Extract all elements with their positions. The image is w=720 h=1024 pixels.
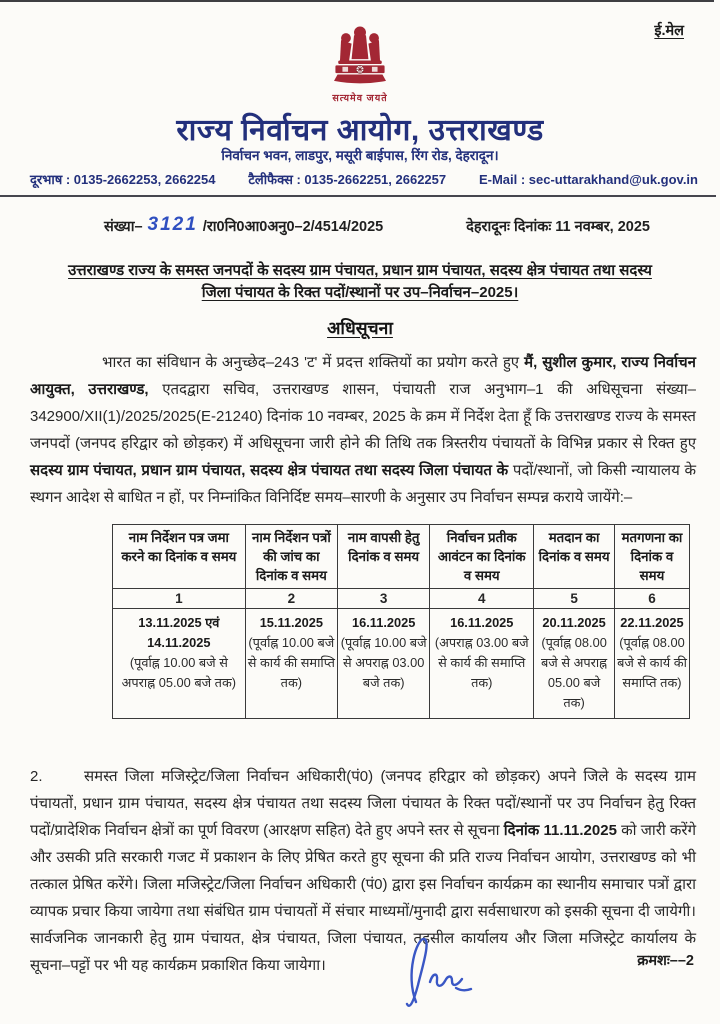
email-corner-label: ई.मेल — [654, 23, 684, 39]
telefax-numbers: टैलीफैक्स : 0135-2662251, 2662257 — [248, 172, 447, 187]
scan-edge-line — [0, 0, 714, 2]
schedule-date: 20.11.2025 — [542, 615, 606, 630]
signature-scribble-icon — [392, 928, 502, 1021]
contact-row — [30, 170, 698, 188]
col-header-scrutiny: नाम निर्देशन पत्रों की जांच का दिनांक व समय — [245, 525, 337, 589]
subject-line: उत्तराखण्ड राज्य के समस्त जनपदों के सदस्य ग्राम पंचायत, प्रधान ग्राम पंचायत, सदस्य क्षेत्र पंचायत तथा सदस्य जिला पंचायत के रिक्त पदों/स्थानों पर उप–निर्वाचन–2025। — [68, 262, 652, 301]
organization-title: राज्य निर्वाचन आयोग, उत्तराखण्ड — [176, 114, 544, 147]
table-number-row — [113, 589, 690, 609]
schedule-date: 15.11.2025 — [259, 615, 324, 630]
paragraph-2 — [30, 763, 696, 979]
schedule-cell-counting — [614, 609, 689, 719]
election-schedule-table-wrap — [112, 524, 690, 719]
schedule-time: (पूर्वाह्न 08.00 बजे से कार्य की समाप्ति तक) — [617, 635, 687, 690]
schedule-time: (पूर्वाह्न 08.00 बजे से अपराह्न 05.00 बजे तक) — [541, 635, 608, 710]
organization-address: निर्वाचन भवन, लाडपुर, मसूरी बाईपास, रिंग रोड, देहरादून। — [221, 148, 499, 163]
schedule-date: 16.11.2025 — [450, 615, 514, 630]
reference-number-suffix: /रा0नि0आ0अनु0–2/4514/2025 — [202, 219, 384, 235]
table-schedule-row — [113, 609, 690, 719]
col-header-counting: मतगणना का दिनांक व समय — [614, 525, 689, 589]
col-number-4: 4 — [430, 589, 534, 609]
col-header-polling: मतदान का दिनांक व समय — [534, 525, 615, 589]
header-divider — [0, 195, 716, 197]
reference-row — [104, 215, 650, 237]
ashoka-lion-capital-icon — [300, 24, 420, 90]
col-header-symbol-allotment: निर्वाचन प्रतीक आवंटन का दिनांक व समय — [430, 525, 534, 589]
schedule-date: 13.11.2025 एवं 14.11.2025 — [138, 615, 220, 650]
col-number-6: 6 — [614, 589, 689, 609]
handwritten-number: 3121 — [147, 214, 198, 235]
col-number-5: 5 — [534, 589, 615, 609]
col-header-withdrawal: नाम वापसी हेतु दिनांक व समय — [338, 525, 430, 589]
place-and-date: देहरादूनः दिनांकः 11 नवम्बर, 2025 — [466, 219, 650, 235]
phone-numbers: दूरभाष : 0135-2662253, 2662254 — [30, 172, 216, 187]
table-header-row — [113, 525, 690, 589]
schedule-time: (अपराह्न 03.00 बजे से कार्य की समाप्ति तक) — [434, 635, 529, 690]
continuation-marker: क्रमशः––2 — [637, 953, 694, 969]
schedule-time: (पूर्वाह्न 10.00 बजे से अपराह्न 03.00 बजे तक) — [340, 635, 427, 690]
para2-bold-date: दिनांक 11.11.2025 — [503, 822, 617, 839]
schedule-cell-polling — [534, 609, 615, 719]
paragraph-1 — [30, 349, 696, 511]
election-schedule-table — [112, 524, 690, 719]
para2-number: 2. — [30, 768, 43, 785]
para1-text-2: एतदद्वारा सचिव, उत्तराखण्ड शासन, पंचायती राज अनुभाग–1 की अधिसूचना संख्या–342900/XII(1)/2025/2025(E-21240) दिनांक 10 नवम्बर, 2025 के क्रम में निर्देश देता हूँ कि उत्तराखण्ड राज्य के समस्त जनपदों (जनपद हरिद्वार को छोड़कर) में अधिसूचना जारी होने की तिथि तक त्रिस्तरीय पंचायतों के विभिन्न प्रकार से रिक्त हुए — [30, 381, 696, 452]
emblem-motto: सत्यमेव जयते — [332, 93, 388, 104]
schedule-cell-symbol — [430, 609, 534, 719]
para1-bold-commissioner: मैं, सुशील कुमार, राज्य निर्वाचन आयुक्त, उत्तराखण्ड, — [30, 354, 696, 398]
email-address: E-Mail : sec-uttarakhand@uk.gov.in — [478, 172, 698, 187]
para2-text-2: को जारी करेंगे और उसकी प्रति सरकारी गजट में प्रकाशन के लिए प्रेषित करते हुए सूचना की प्रति राज्य निर्वाचन आयोग, उत्तराखण्ड को भी तत्काल प्रेषित करेंगे। जिला मजिस्ट्रेट/जिला निर्वाचन अधिकारी (पं0) द्वारा इस निर्वाचन कार्यक्रम का स्थानीय समाचार पत्रों द्वारा व्यापक प्रचार किया जायेगा तथा संबंधित ग्राम पंचायतों में संचार माध्यमों/मुनादी द्वारा सर्वसाधारण को इसकी सूचना दी जायेगी। सार्वजनिक जानकारी हेतु ग्राम पंचायत, क्षेत्र पंचायत, जिला पंचायत, तहसील कार्यालय और जिला मजिस्ट्रेट कार्यालय के सूचना–पट्टों पर भी यह कार्यक्रम प्रकाशित किया जायेगा। — [30, 822, 697, 974]
col-header-nomination-submit: नाम निर्देशन पत्र जमा करने का दिनांक व समय — [113, 525, 246, 589]
schedule-time: (पूर्वाह्न 10.00 बजे से अपराह्न 05.00 बजे तक) — [121, 655, 237, 690]
schedule-cell-withdrawal — [338, 609, 430, 719]
para2-text: समस्त जिला मजिस्ट्रेट/जिला निर्वाचन अधिकारी(पं0) (जनपद हरिद्वार को छोड़कर) अपने जिले के सदस्य ग्राम पंचायतों, प्रधान ग्राम पंचायत, सदस्य क्षेत्र पंचायत तथा सदस्य जिला पंचायत के रिक्त पदों/स्थानों पर उप निर्वाचन हेतु रिक्त पदों/प्रादेशिक निर्वाचन क्षेत्रों का पूर्ण विवरण (आरक्षण सहित) देते हुए अपने स्तर से सूचना — [30, 768, 696, 839]
col-number-2: 2 — [245, 589, 337, 609]
schedule-date: 22.11.2025 — [620, 615, 684, 630]
para1-text: भारत का संविधान के अनुच्छेद–243 'ट' में प्रदत्त शक्तियों का प्रयोग करते हुए — [102, 354, 525, 371]
reference-number — [104, 215, 383, 237]
para1-bold-posts: सदस्य ग्राम पंचायत, प्रधान ग्राम पंचायत, सदस्य क्षेत्र पंचायत तथा सदस्य जिला पंचायत के — [30, 462, 509, 479]
schedule-cell-nomination — [113, 609, 246, 719]
notification-heading: अधिसूचना — [327, 318, 393, 338]
schedule-cell-scrutiny — [245, 609, 337, 719]
schedule-time: (पूर्वाह्न 10.00 बजे से कार्य की समाप्ति तक) — [247, 635, 335, 690]
col-number-3: 3 — [338, 589, 430, 609]
para1-text-3: पदों/स्थानों, जो किसी न्यायालय के स्थगन आदेश से बाधित न हों, पर निम्नांकित विनिर्दिष्ट समय–सारणी के अनुसार उप निर्वाचन सम्पन्न कराये जायेंगे:– — [30, 462, 696, 506]
col-number-1: 1 — [113, 589, 246, 609]
national-emblem — [300, 24, 420, 104]
reference-number-prefix: संख्या– — [104, 219, 143, 235]
schedule-date: 16.11.2025 — [352, 615, 416, 630]
